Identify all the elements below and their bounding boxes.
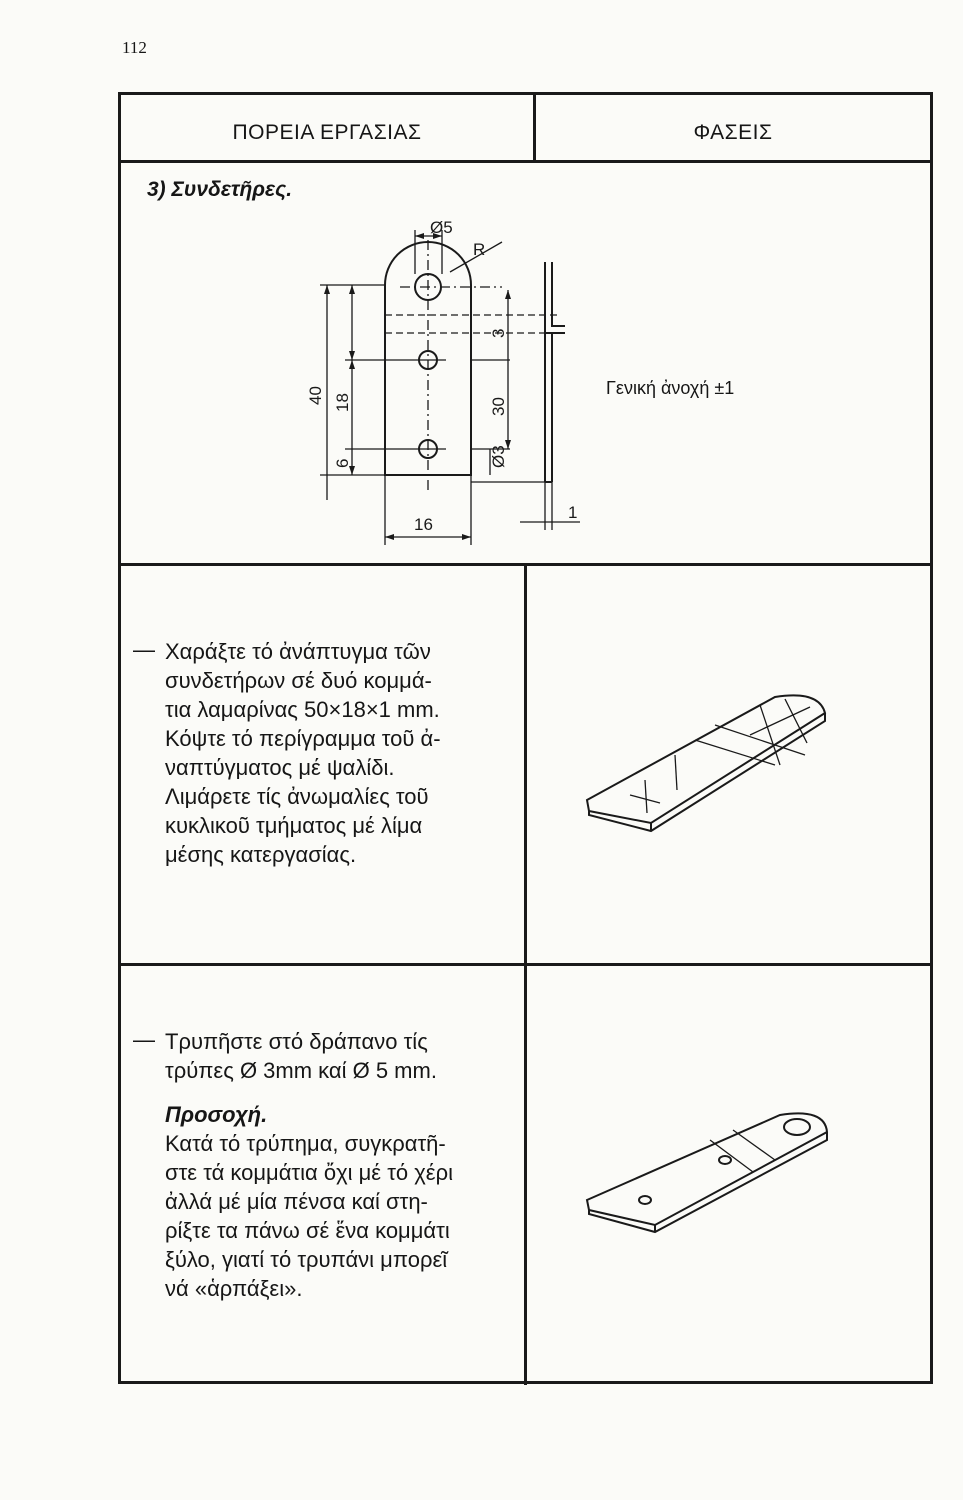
warning-line: ξύλο, γιατί τό τρυπάνι μπορεῖ [165, 1247, 448, 1272]
step1-dash: — [133, 637, 155, 662]
dim-30: 30 [489, 397, 508, 416]
step1-line: μέσης κατεργασίας. [165, 842, 357, 867]
header-phases: ΦΑΣΕΙΣ [693, 121, 773, 144]
step2-line: Τρυπῆστε στό δράπανο τίς [165, 1029, 428, 1054]
warning-line: ρίξτε τα πάνω σέ ἕνα κομμάτι [165, 1218, 450, 1243]
header-procedure: ΠΟΡΕΙΑ ΕΡΓΑΣΙΑΣ [232, 121, 422, 144]
page-number: 112 [122, 38, 147, 57]
header-bottom-rule [118, 160, 933, 163]
warning-line: στε τά κομμάτια ὄχι μέ τό χέρι [165, 1160, 454, 1185]
step1-line: Κόψτε τό περίγραμμα τοῦ ἀ- [165, 726, 441, 751]
dim-hole-small: Ø3 [489, 445, 508, 468]
drilled-blank-illustration [575, 1100, 855, 1250]
warning-title: Προσοχή. [165, 1102, 268, 1127]
step1-line: κυκλικοῦ τμήματος μέ λίμα [165, 813, 423, 838]
step2-text [165, 1027, 515, 1085]
dim-18: 18 [333, 393, 352, 412]
step1-line: Λιμάρετε τίς ἀνωμαλίες τοῦ [165, 784, 429, 809]
step2-dash: — [133, 1027, 155, 1052]
bracket-technical-drawing [290, 200, 600, 550]
dim-radius: R [473, 240, 486, 259]
section-title: 3) Συνδετῆρες. [147, 178, 293, 201]
warning-note [165, 1100, 515, 1303]
marked-blank-illustration [575, 685, 855, 850]
warning-line: Κατά τό τρύπημα, συγκρατῆ- [165, 1131, 446, 1156]
dim-thickness: 1 [568, 503, 578, 522]
step2-line: τρύπες Ø 3mm καί Ø 5 mm. [165, 1058, 437, 1083]
step1-line: τια λαμαρίνας 50×18×1 mm. [165, 697, 440, 722]
dim-3: 3 [489, 328, 508, 338]
step1-text [165, 637, 515, 869]
step1-line: συνδετήρων σέ δυό κομμά- [165, 668, 432, 693]
row2-bottom-rule [118, 963, 933, 966]
step1-line: ναπτύγματος μέ ψαλίδι. [165, 755, 395, 780]
bracket-side-outline [545, 262, 565, 482]
dim-6: 6 [333, 458, 352, 468]
dim-40: 40 [306, 386, 325, 405]
dim-hole-large: Ø5 [430, 218, 453, 237]
step1-line: Χαράξτε τό ἀνάπτυγμα τῶν [165, 639, 431, 664]
warning-line: ἀλλά μέ μία πένσα καί στη- [165, 1189, 428, 1214]
warning-line: νά «ἁρπάξει». [165, 1276, 303, 1301]
general-tolerance: Γενική ἀνοχή ±1 [606, 378, 735, 398]
dim-width: 16 [414, 515, 433, 534]
column-divider-row2 [524, 565, 527, 1385]
